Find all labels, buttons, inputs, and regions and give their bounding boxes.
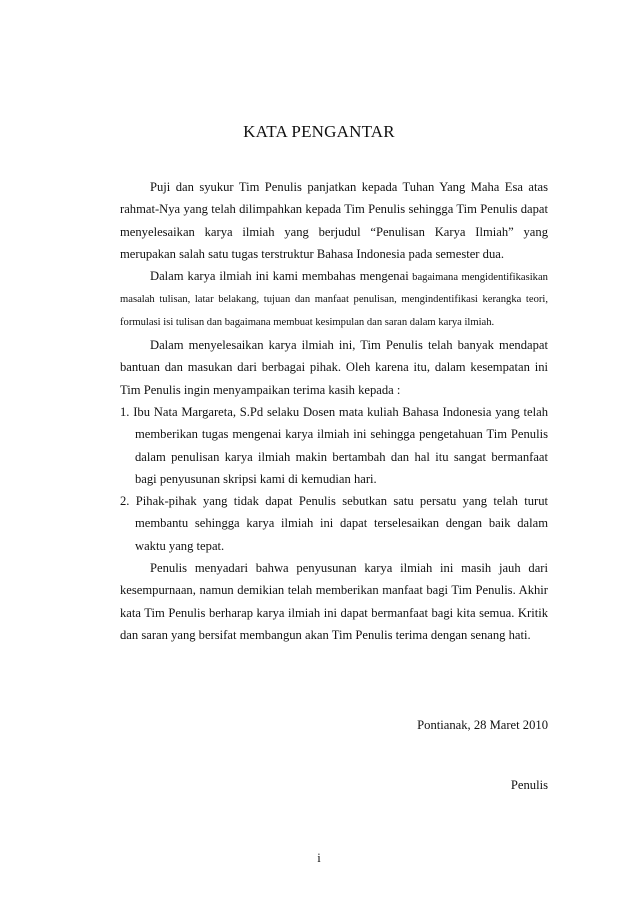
page-title: KATA PENGANTAR: [243, 122, 395, 141]
paragraph-acknowledgement-intro: Dalam menyelesaikan karya ilmiah ini, Tim Penulis telah banyak mendapat bantuan dan masukan dari berbagai pihak. Oleh karena itu, dalam kesempatan ini Tim Penulis ingin menyampaikan terima kasih kepada :: [120, 338, 548, 397]
paragraph-opening: Puji dan syukur Tim Penulis panjatkan kepada Tuhan Yang Maha Esa atas rahmat-Nya yang telah dilimpahkan kepada Tim Penulis sehingga Tim Penulis dapat menyelesaikan karya ilmiah yang berjudul “Penulisan Karya Ilmiah” yang merupakan salah satu tugas terstruktur Bahasa Indonesia pada semester dua.: [120, 180, 548, 261]
page-number: i: [317, 851, 321, 865]
place-and-date: Pontianak, 28 Maret 2010: [417, 718, 548, 732]
signer-name: Penulis: [510, 778, 548, 792]
acknowledgement-list: [120, 401, 548, 557]
paragraph-scope-lead: Dalam karya ilmiah ini kami membahas mengenai: [150, 269, 409, 284]
list-item-number: 2.: [120, 494, 130, 509]
list-item: [120, 490, 548, 557]
paragraph-closing: Penulis menyadari bahwa penyusunan karya ilmiah ini masih jauh dari kesempurnaan, namun demikian telah memberikan manfaat bagi Tim Penulis. Akhir kata Tim Penulis berharap karya ilmiah ini dapat bermanfaat bagi kita semua. Kritik dan saran yang bersifat membangun akan Tim Penulis terima dengan senang hati.: [120, 561, 548, 642]
list-item: [120, 401, 548, 490]
list-item-number: 1.: [120, 404, 130, 419]
list-item-text: Ibu Nata Margareta, S.Pd selaku Dosen mata kuliah Bahasa Indonesia yang telah memberikan tugas mengenai karya ilmiah ini sehingga pengetahuan Tim Penulis dalam penulisan karya ilmiah makin bertambah dan hal itu sangat bermanfaat bagi penyusunan skripsi kami di kemudian hari.: [133, 404, 548, 486]
paragraph-scope: [120, 265, 548, 334]
list-item-text: Pihak-pihak yang tidak dapat Penulis sebutkan satu persatu yang telah turut membantu sehingga karya ilmiah ini dapat terselesaikan dengan baik dalam waktu yang tepat.: [135, 494, 548, 553]
document-body: [120, 176, 548, 646]
paragraph-scope-rest: bagaimana mengidentifikasikan masalah tulisan, latar belakang, tujuan dan manfaat penulisan, mengindentifikasi kerangka teori, formulasi isi tulisan dan bagaimana membuat kesimpulan dan saran dalam karya ilmiah.: [120, 272, 548, 328]
